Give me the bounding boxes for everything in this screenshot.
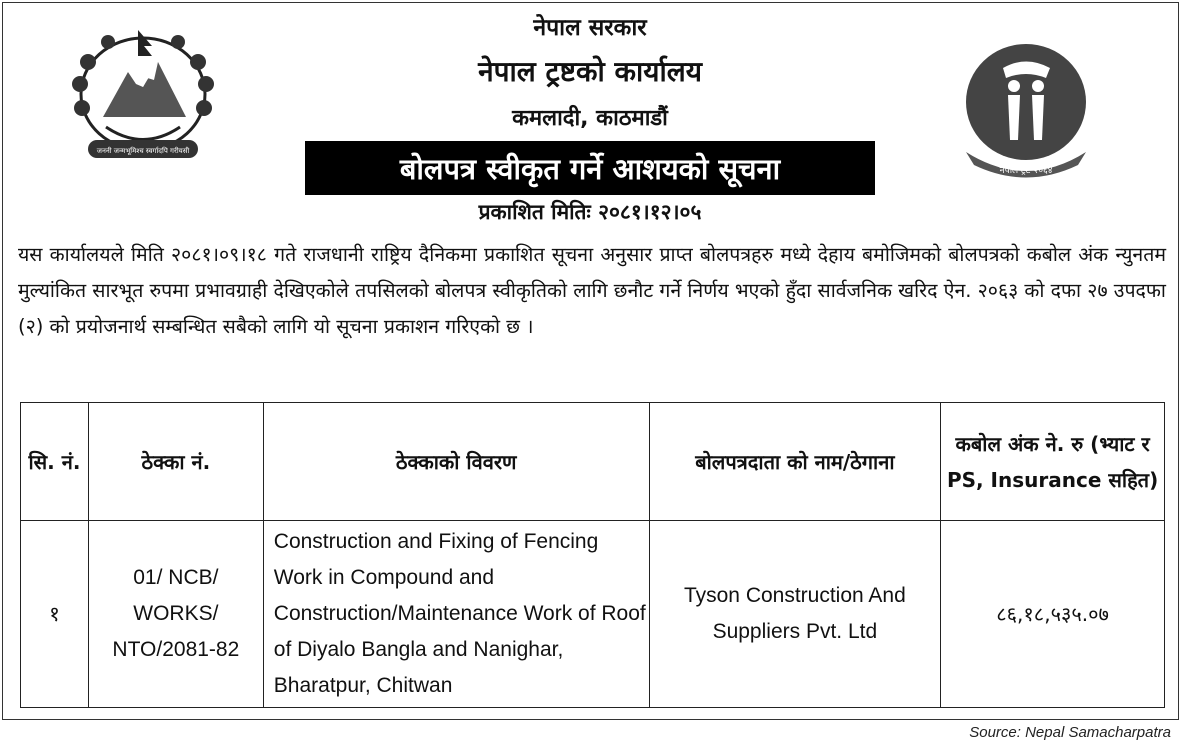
cell-description: Construction and Fixing of Fencing Work in Compound and Construction/Maintenance Work of Roof of Diyalo Bangla and Nanighar, Bharatpur, Chitwan — [263, 521, 649, 708]
government-title: नेपाल सरकार — [533, 15, 647, 41]
nepal-trust-logo-icon — [958, 40, 1088, 180]
bid-table — [20, 402, 1165, 708]
cell-bidder: Tyson Construction And Suppliers Pvt. Ltd — [649, 521, 941, 708]
header-bidder: बोलपत्रदाता को नाम/ठेगाना — [649, 403, 941, 521]
header-serial: सि. नं. — [21, 403, 89, 521]
cell-serial: १ — [21, 521, 89, 708]
trust-logo-text: नेपाल ट्रष्ट २०६४ — [999, 166, 1053, 176]
emblem-motto: जननी जन्मभूमिश्च स्वर्गादपि गरीयसी — [96, 147, 190, 155]
office-address: कमलादी, काठमाडौं — [512, 106, 668, 131]
cell-amount: ८६,१८,५३५.०७ — [941, 521, 1165, 708]
header-contract-no: ठेक्का नं. — [88, 403, 263, 521]
table-row — [21, 521, 1165, 708]
header-description: ठेक्काको विवरण — [263, 403, 649, 521]
table-header-row — [21, 403, 1165, 521]
source-credit: Source: Nepal Samacharpatra — [969, 724, 1171, 741]
header-amount: कबोल अंक ने. रु (भ्याट र PS, Insurance सहित) — [941, 403, 1165, 521]
government-of-nepal-emblem-icon — [58, 22, 228, 172]
notice-body: यस कार्यालयले मिति २०८१।०९।१८ गते राजधानी राष्ट्रिय दैनिकमा प्रकाशित सूचना अनुसार प्राप्त बोलपत्रहरु मध्ये देहाय बमोजिमको बोलपत्रको कबोल अंक न्युनतम मुल्यांकित सारभूत रुपमा प्रभावग्राही देखिएकोले तपसिलको बोलपत्र स्वीकृतिको लागि छनौट गर्ने निर्णय भएको हुँदा सार्वजनिक खरिद ऐन. २०६३ को दफा २७ उपदफा (२) को प्रयोजनार्थ सम्बन्धित सबैको लागि यो सूचना प्रकाशन गरिएको छ । — [18, 243, 1166, 338]
notice-banner: बोलपत्र स्वीकृत गर्ने आशयको सूचना — [305, 141, 875, 195]
cell-contract-no: 01/ NCB/ WORKS/ NTO/2081-82 — [88, 521, 263, 708]
published-date: प्रकाशित मितिः २०८१।१२।०५ — [478, 200, 702, 224]
office-title: नेपाल ट्रष्टको कार्यालय — [478, 55, 702, 88]
